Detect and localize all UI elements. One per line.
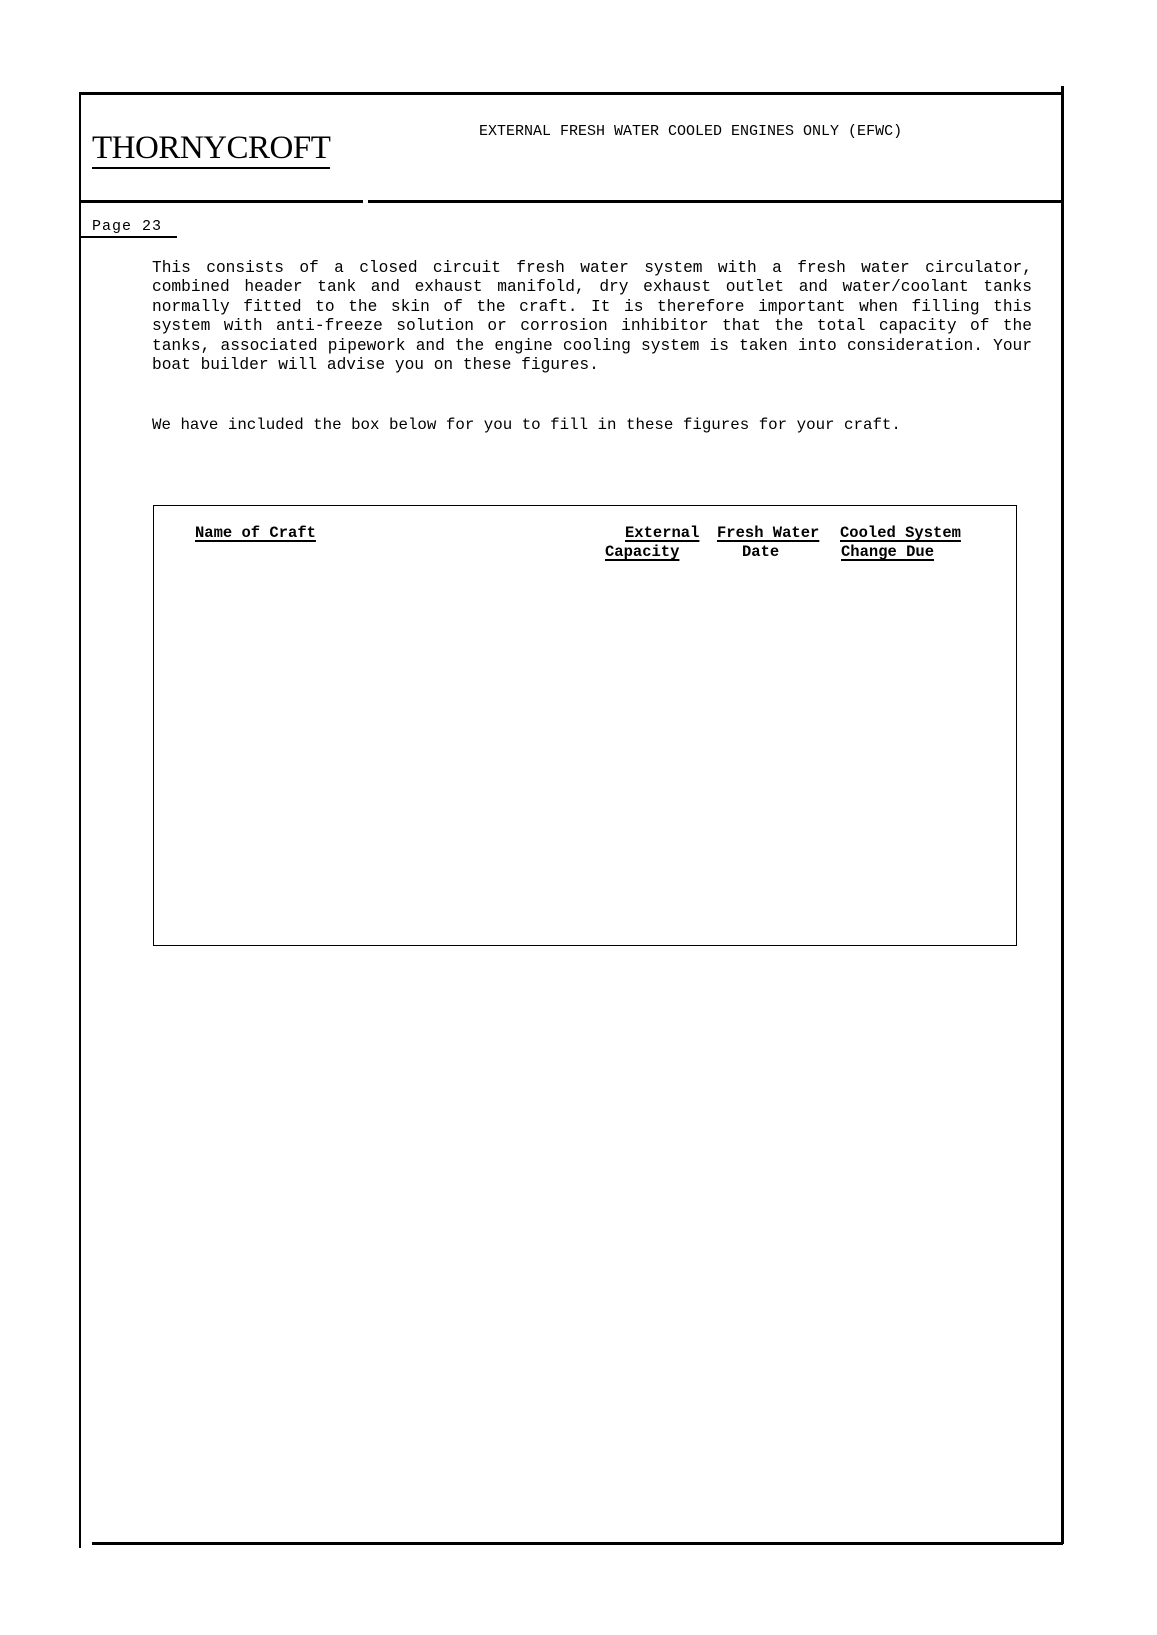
- date-column-header: Date: [742, 543, 780, 561]
- page-number-underline: [81, 236, 177, 238]
- frame-right-rule: [1061, 86, 1064, 1544]
- frame-top-rule: [79, 92, 1063, 95]
- page-number: Page 23: [92, 218, 163, 235]
- body-paragraph: This consists of a closed circuit fresh water system with a fresh water circulator, combined header tank and exhaust manifold, dry exhaust outlet and water/coolant tanks normally fitted to the skin of the craft. It is therefore important when filling this system with anti-freeze solution or corrosion inhibitor that the total capacity of the tanks, associated pipework and the engine cooling system is taken into consideration. Your boat builder will advise you on these figures.: [152, 259, 1032, 375]
- change-due-column-header: Change Due: [841, 543, 935, 561]
- header-divider-right: [368, 200, 1062, 203]
- system-header-fresh-water: Fresh Water: [717, 524, 820, 542]
- frame-left-rule: [79, 93, 81, 1548]
- capacity-column-header: Capacity: [605, 543, 680, 561]
- name-of-craft-header: Name of Craft: [195, 524, 316, 542]
- frame-bottom-rule: [92, 1542, 1063, 1545]
- header-title: EXTERNAL FRESH WATER COOLED ENGINES ONLY (EFWC): [479, 123, 903, 140]
- instruction-text: We have included the box below for you to fill in these figures for your craft.: [152, 416, 901, 434]
- record-box: [153, 505, 1017, 946]
- brand-logo: THORNYCROFT: [92, 132, 330, 169]
- system-header-external: External: [625, 524, 700, 542]
- system-header-cooled-system: Cooled System: [840, 524, 961, 542]
- header-divider-left: [79, 200, 363, 203]
